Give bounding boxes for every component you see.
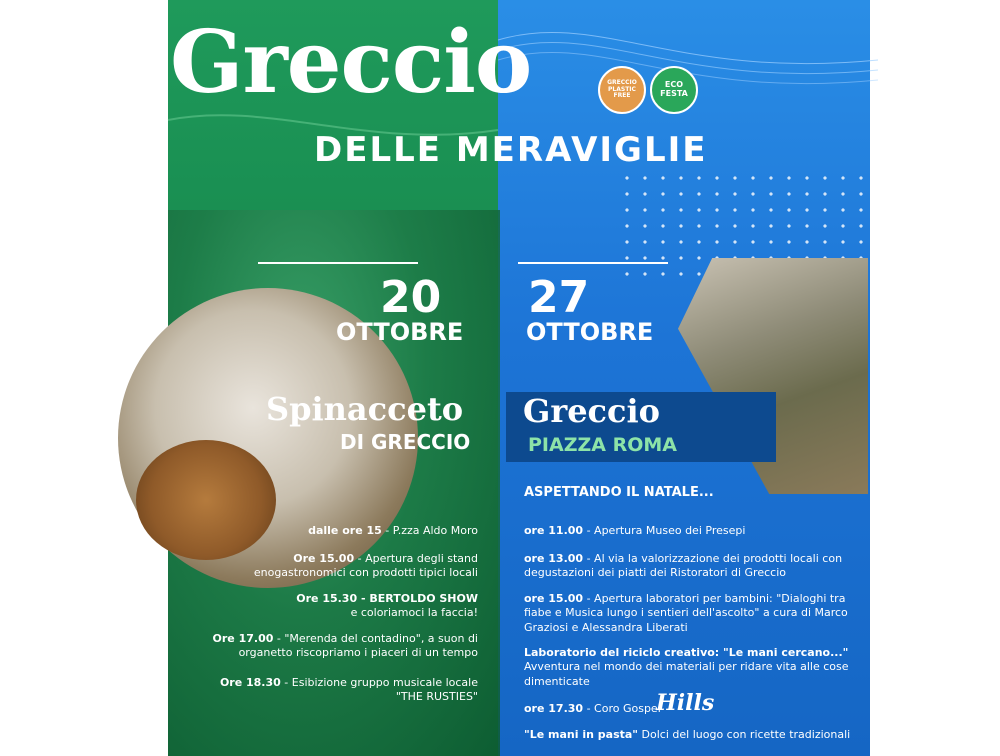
right-event: Laboratorio del riciclo creativo: "Le mani cercano..." Avventura nel mondo dei materiali per ridare vita alle cose dimenticate <box>524 646 849 688</box>
poster-subtitle: DELLE MERAVIGLIE <box>314 130 708 170</box>
left-event: Ore 15.00 - Apertura degli stand enogastronomici con prodotti tipici locali <box>253 552 478 580</box>
left-month: OTTOBRE <box>336 318 464 346</box>
left-venue-sub: DI GRECCIO <box>340 430 471 454</box>
hills-choir-logo: Hills <box>656 690 715 716</box>
left-venue: Spinacceto <box>266 390 464 428</box>
right-intro: ASPETTANDO IL NATALE... <box>524 485 714 500</box>
divider-left <box>258 262 418 264</box>
cookies-photo <box>136 440 276 560</box>
right-month: OTTOBRE <box>526 318 654 346</box>
plastic-free-badge: GRECCIO PLASTIC FREE <box>598 66 646 114</box>
right-event: ore 11.00 - Apertura Museo dei Presepi <box>524 524 746 537</box>
left-event: Ore 18.30 - Esibizione gruppo musicale locale "THE RUSTIES" <box>219 676 478 704</box>
event-poster <box>118 0 878 756</box>
right-event: ore 17.30 - Coro Gospel <box>524 702 661 715</box>
right-event: "Le mani in pasta" Dolci del luogo con ricette tradizionali <box>524 728 851 741</box>
left-event: dalle ore 15 - P.zza Aldo Moro <box>308 524 478 537</box>
divider-right <box>518 262 668 264</box>
right-event: ore 15.00 - Apertura laboratori per bambini: "Dialoghi tra fiabe e Musica lungo i sentieri dell'ascolto" a cura di Marco Graziosi e Alessandra Liberati <box>524 592 848 634</box>
right-event: ore 13.00 - Al via la valorizzazione dei prodotti locali con degustazioni dei piatti dei Ristoratori di Greccio <box>524 552 843 580</box>
poster-title: Greccio <box>170 12 532 113</box>
right-day: 27 <box>528 272 590 323</box>
right-venue-sub: PIAZZA ROMA <box>528 434 677 456</box>
eco-festa-badge: ECO FESTA <box>650 66 698 114</box>
left-day: 20 <box>380 272 442 323</box>
right-venue: Greccio <box>523 392 661 430</box>
left-event: Ore 15.30 - BERTOLDO SHOW e coloriamoci la faccia! <box>296 592 478 620</box>
left-event: Ore 17.00 - "Merenda del contadino", a suon di organetto riscopriamo i piaceri di un tempo <box>212 632 478 660</box>
